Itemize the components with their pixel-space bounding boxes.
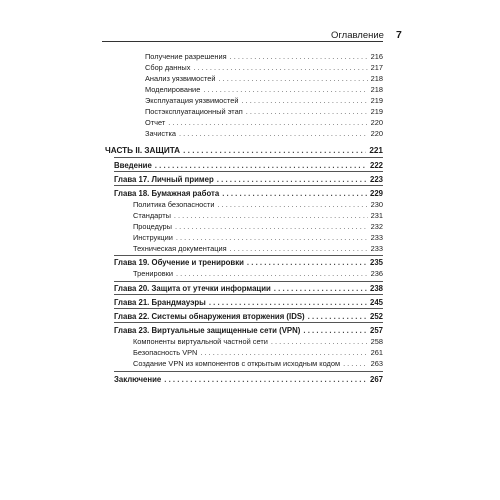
section-divider — [114, 255, 383, 256]
section-divider — [114, 171, 383, 172]
section-divider — [114, 185, 383, 186]
section-divider — [114, 281, 383, 282]
toc-entry[interactable]: Компоненты виртуальной частной сети . . . 258 — [133, 337, 383, 346]
toc-part-heading[interactable]: ЧАСТЬ II. ЗАЩИТА . . . 221 — [105, 146, 383, 155]
toc-chapter[interactable]: Глава 20. Защита от утечки информации . . . 238 — [114, 284, 383, 293]
toc-entry[interactable]: Политика безопасности . . . 230 — [133, 200, 383, 209]
toc-chapter[interactable]: Заключение . . . 267 — [114, 375, 383, 384]
toc-entry[interactable]: Моделирование . . . 218 — [145, 85, 383, 94]
running-header — [331, 29, 402, 41]
toc-chapter[interactable]: Глава 21. Брандмауэры . . . 245 — [114, 298, 383, 307]
section-divider — [114, 308, 383, 309]
section-divider — [114, 157, 383, 158]
toc-chapter[interactable]: Глава 23. Виртуальные защищенные сети (VPN) . . . 257 — [114, 326, 383, 335]
toc-entry[interactable]: Зачистка . . . 220 — [145, 129, 383, 138]
toc-entry[interactable]: Анализ уязвимостей . . . 218 — [145, 74, 383, 83]
toc-entry[interactable]: Отчет . . . 220 — [145, 118, 383, 127]
toc-entry[interactable]: Эксплуатация уязвимостей . . . 219 — [145, 96, 383, 105]
toc-chapter[interactable]: Глава 17. Личный пример . . . 223 — [114, 175, 383, 184]
toc-entry[interactable]: Стандарты . . . 231 — [133, 211, 383, 220]
toc-entry[interactable]: Процедуры . . . 232 — [133, 222, 383, 231]
section-divider — [114, 322, 383, 323]
section-divider — [114, 294, 383, 295]
toc-entry[interactable]: Получение разрешения . . . 216 — [145, 52, 383, 61]
toc-chapter[interactable]: Глава 22. Системы обнаружения вторжения (IDS) . . . 252 — [114, 312, 383, 321]
toc-chapter[interactable]: Введение . . . 222 — [114, 161, 383, 170]
toc-entry[interactable]: Постэксплуатационный этап . . . 219 — [145, 107, 383, 116]
toc-entry[interactable]: Сбор данных . . . 217 — [145, 63, 383, 72]
toc-entry[interactable]: Безопасность VPN . . . 261 — [133, 348, 383, 357]
toc-entry[interactable]: Техническая документация . . . 233 — [133, 244, 383, 253]
section-divider — [114, 371, 383, 372]
toc-entry[interactable]: Создание VPN из компонентов с открытым исходным кодом . . . 263 — [133, 359, 383, 368]
toc-entry[interactable]: Тренировки . . . 236 — [133, 269, 383, 278]
toc-chapter[interactable]: Глава 19. Обучение и тренировки . . . 235 — [114, 258, 383, 267]
header-rule — [102, 41, 383, 42]
toc-chapter[interactable]: Глава 18. Бумажная работа . . . 229 — [114, 189, 383, 198]
header-title: Оглавление — [331, 30, 384, 41]
header-page-number: 7 — [395, 29, 402, 41]
toc-entry[interactable]: Инструкции . . . 233 — [133, 233, 383, 242]
